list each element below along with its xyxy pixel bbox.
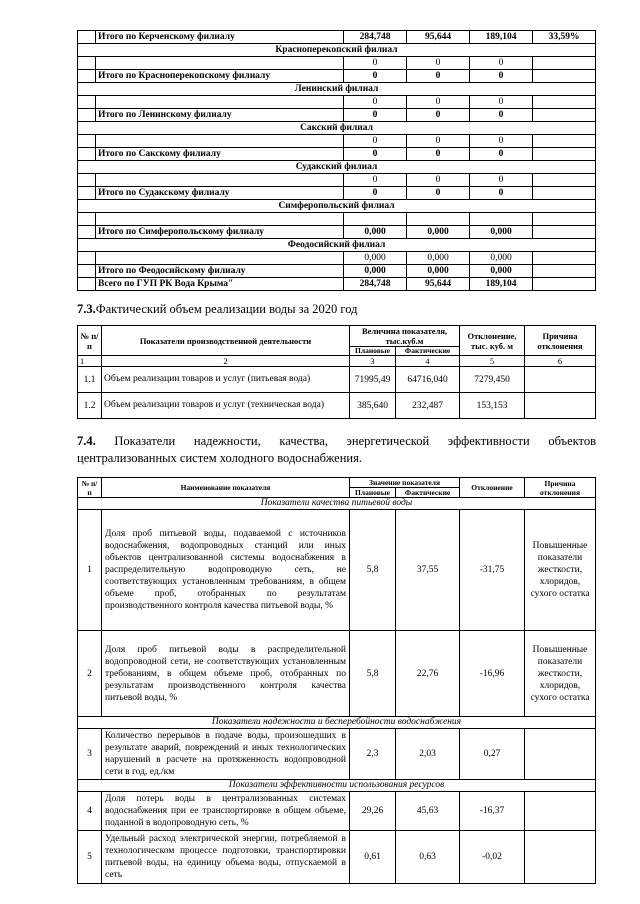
row-value-4 <box>533 252 596 265</box>
heading-word: качества, <box>279 434 328 448</box>
col-actual-header: Фактические <box>396 347 460 356</box>
row-value-4 <box>533 109 596 122</box>
branch-total-row <box>78 109 596 122</box>
row-reason <box>525 393 596 419</box>
row-value-3: 0 <box>470 187 533 200</box>
branch-section-row <box>78 161 596 174</box>
row-value-3: 0 <box>470 148 533 161</box>
row-value-3: 0 <box>470 174 533 187</box>
index-cell: 1 <box>78 356 102 367</box>
row-value-2: 0 <box>407 57 470 70</box>
water-sales-table <box>77 325 596 419</box>
row-value-2: 0,000 <box>407 265 470 278</box>
row-spacer <box>78 31 96 44</box>
section-number: 7.4. <box>77 434 96 448</box>
indicators-table <box>77 477 596 884</box>
row-spacer <box>78 96 96 109</box>
row-label: Всего по ГУП РК Вода Крыма" <box>96 278 344 291</box>
branch-section-row <box>78 122 596 135</box>
section-title: Фактический объем реализации воды за 2020 год <box>95 302 358 316</box>
branch-section-row <box>78 239 596 252</box>
row-label <box>96 252 344 265</box>
row-value-3: 0,000 <box>470 252 533 265</box>
table-row <box>78 57 596 70</box>
indicator-group-title: Показатели эффективности использования ресурсов <box>78 780 596 792</box>
row-spacer <box>78 265 96 278</box>
row-planned: 2,3 <box>350 729 396 780</box>
row-label <box>96 174 344 187</box>
row-label: Итого по Красноперекопскому филиалу <box>96 70 344 83</box>
row-value-1: 0,000 <box>344 226 407 239</box>
table-row <box>78 252 596 265</box>
row-value-1: 0,000 <box>344 265 407 278</box>
row-value-1 <box>344 213 407 226</box>
index-row <box>78 356 596 367</box>
indicator-group-row <box>78 498 596 510</box>
indicator-group-title: Показатели качества питьевой воды <box>78 498 596 510</box>
table-row <box>78 367 596 393</box>
row-value-3: 189,104 <box>470 31 533 44</box>
row-value-2: 0,000 <box>407 252 470 265</box>
row-value-4 <box>533 96 596 109</box>
row-num: 4 <box>78 792 102 831</box>
branch-total-row <box>78 278 596 291</box>
branch-section-title: Ленинский филиал <box>78 83 596 96</box>
row-label: Итого по Симферопольскому филиалу <box>96 226 344 239</box>
heading-word: Показатели <box>114 434 176 448</box>
col-reason-header: Причина отклонения <box>525 478 596 498</box>
row-value-1: 284,748 <box>344 31 407 44</box>
table-row <box>78 792 596 831</box>
row-spacer <box>78 109 96 122</box>
row-value-3: 0,000 <box>470 226 533 239</box>
branch-total-row <box>78 187 596 200</box>
row-name: Доля потерь воды в централизованных системах водоснабжения при ее транспортировке в общем объеме, поданной в водопроводную сеть, % <box>102 792 350 831</box>
row-name: Доля проб питьевой воды, подаваемой с источников водоснабжения, водопроводных станций или иных объектов централизованной системы водоснабжения в распределительную водопроводную сеть, не соответствующих установленным требованиям, в общем объеме проб, отобранных по результатам производственного контроля качества питьевой воды, % <box>102 510 350 631</box>
row-label: Итого по Судакскому филиалу <box>96 187 344 200</box>
row-name: Доля проб питьевой воды в распределительной водопроводной сети, не соответствующих установленным требованиям, в общем объеме проб, отобранных по результатам производственного контроля качества питьевой воды, % <box>102 631 350 717</box>
row-deviation: 0,27 <box>460 729 525 780</box>
row-planned: 385,640 <box>350 393 396 419</box>
row-spacer <box>78 252 96 265</box>
indicator-group-row <box>78 780 596 792</box>
table-row <box>78 174 596 187</box>
col-name-header: Наименование показателя <box>102 478 350 498</box>
row-value-2: 0 <box>407 174 470 187</box>
row-actual: 45,63 <box>396 792 460 831</box>
row-label: Итого по Сакскому филиалу <box>96 148 344 161</box>
row-spacer <box>78 148 96 161</box>
row-num: 3 <box>78 729 102 780</box>
row-name: Объем реализации товаров и услуг (техническая вода) <box>102 393 350 419</box>
row-num: 2 <box>78 631 102 717</box>
branch-section-row <box>78 44 596 57</box>
indicator-group-row <box>78 717 596 729</box>
row-actual: 37,55 <box>396 510 460 631</box>
row-value-1: 0 <box>344 187 407 200</box>
row-reason: Повышенные показатели жесткости, хлоридов, сухого остатка <box>525 510 596 631</box>
branch-section-row <box>78 200 596 213</box>
index-cell: 6 <box>525 356 596 367</box>
col-planned-header: Плановые <box>350 488 396 498</box>
index-cell: 5 <box>460 356 525 367</box>
row-spacer <box>78 278 96 291</box>
row-spacer <box>78 187 96 200</box>
row-value-4 <box>533 187 596 200</box>
row-value-3: 0 <box>470 109 533 122</box>
branch-section-title: Красноперекопский филиал <box>78 44 596 57</box>
row-value-1: 0 <box>344 109 407 122</box>
col-deviation-header: Отклонение, тыс. куб. м <box>460 326 525 356</box>
row-value-3: 0,000 <box>470 265 533 278</box>
row-deviation: -16,96 <box>460 631 525 717</box>
row-spacer <box>78 226 96 239</box>
row-actual: 0,63 <box>396 831 460 884</box>
branch-total-row <box>78 31 596 44</box>
branch-total-row <box>78 70 596 83</box>
row-value-3 <box>470 213 533 226</box>
row-value-3: 0 <box>470 57 533 70</box>
row-value-4 <box>533 135 596 148</box>
row-value-2 <box>407 213 470 226</box>
row-label <box>96 213 344 226</box>
row-value-2: 95,644 <box>407 31 470 44</box>
row-name: Количество перерывов в подаче воды, произошедших в результате аварий, повреждений и иных технологических нарушений в расчете на протяженность водопроводной сети в год, ед./км <box>102 729 350 780</box>
row-value-4 <box>533 57 596 70</box>
row-value-4: 33,59% <box>533 31 596 44</box>
indicator-group-title: Показатели надежности и бесперебойности водоснабжения <box>78 717 596 729</box>
table-row <box>78 393 596 419</box>
index-cell: 2 <box>102 356 350 367</box>
table-row <box>78 631 596 717</box>
row-label <box>96 96 344 109</box>
row-value-2: 0 <box>407 109 470 122</box>
row-label: Итого по Феодосийскому филиалу <box>96 265 344 278</box>
row-deviation: -0,02 <box>460 831 525 884</box>
heading-word: эффективности <box>447 434 530 448</box>
row-actual: 64716,040 <box>396 367 460 393</box>
row-label <box>96 135 344 148</box>
row-value-1: 0 <box>344 148 407 161</box>
row-deviation: 153,153 <box>460 393 525 419</box>
row-value-1: 0 <box>344 174 407 187</box>
row-value-1: 284,748 <box>344 278 407 291</box>
row-label <box>96 57 344 70</box>
col-reason-header: Причина отклонения <box>525 326 596 356</box>
table-row <box>78 213 596 226</box>
row-value-3: 0 <box>470 70 533 83</box>
row-value-1: 0,000 <box>344 252 407 265</box>
col-indicator-header: Показатели производственной деятельности <box>102 326 350 356</box>
row-spacer <box>78 135 96 148</box>
row-value-4 <box>533 278 596 291</box>
row-reason <box>525 792 596 831</box>
section-7-4-heading <box>77 434 596 449</box>
table-row <box>78 510 596 631</box>
row-value-2: 0 <box>407 135 470 148</box>
branch-section-title: Сакский филиал <box>78 122 596 135</box>
row-value-4 <box>533 174 596 187</box>
section-number: 7.3. <box>77 302 96 316</box>
row-planned: 71995,49 <box>350 367 396 393</box>
row-planned: 5,8 <box>350 631 396 717</box>
col-planned-header: Плановые <box>350 347 396 356</box>
row-reason <box>525 831 596 884</box>
row-deviation: 7279,450 <box>460 367 525 393</box>
branch-section-title: Феодосийский филиал <box>78 239 596 252</box>
row-label: Итого по Керченскому филиалу <box>96 31 344 44</box>
row-value-2: 95,644 <box>407 278 470 291</box>
heading-word: энергетической <box>346 434 430 448</box>
row-actual: 2,03 <box>396 729 460 780</box>
row-spacer <box>78 57 96 70</box>
row-value-4 <box>533 70 596 83</box>
branch-section-title: Судакский филиал <box>78 161 596 174</box>
table-row <box>78 729 596 780</box>
row-value-1: 0 <box>344 57 407 70</box>
row-deviation: -31,75 <box>460 510 525 631</box>
row-num: 5 <box>78 831 102 884</box>
branch-section-title: Симферопольский филиал <box>78 200 596 213</box>
col-value-header: Значение показателя <box>350 478 460 488</box>
row-actual: 232,487 <box>396 393 460 419</box>
row-value-2: 0,000 <box>407 226 470 239</box>
row-value-1: 0 <box>344 135 407 148</box>
row-value-2: 0 <box>407 96 470 109</box>
heading-word: объектов <box>548 434 597 448</box>
row-planned: 29,26 <box>350 792 396 831</box>
row-value-1: 0 <box>344 70 407 83</box>
branch-section-row <box>78 83 596 96</box>
row-name: Удельный расход электрической энергии, потребляемой в технологическом процессе подготовки, транспортировки питьевой воды, на единицу объема воды, отпускаемой в сеть <box>102 831 350 884</box>
row-value-2: 0 <box>407 187 470 200</box>
row-spacer <box>78 70 96 83</box>
row-value-4 <box>533 265 596 278</box>
row-spacer <box>78 213 96 226</box>
row-deviation: -16,37 <box>460 792 525 831</box>
col-value-header: Величина показателя, тыс.куб.м <box>350 326 460 347</box>
col-num-header: № п/п <box>78 478 102 498</box>
row-value-3: 189,104 <box>470 278 533 291</box>
row-planned: 5,8 <box>350 510 396 631</box>
col-deviation-header: Отклонение <box>460 478 525 498</box>
index-cell: 3 <box>350 356 396 367</box>
row-value-3: 0 <box>470 96 533 109</box>
row-reason <box>525 367 596 393</box>
section-7-4-heading-line2: централизованных систем холодного водоснабжения. <box>77 451 362 465</box>
row-value-4 <box>533 226 596 239</box>
heading-word: надежности, <box>193 434 261 448</box>
table-row <box>78 831 596 884</box>
row-name: Объем реализации товаров и услуг (питьевая вода) <box>102 367 350 393</box>
row-num: 1.1 <box>78 367 102 393</box>
col-actual-header: Фактические <box>396 488 460 498</box>
col-num-header: № п/п <box>78 326 102 356</box>
row-value-4 <box>533 148 596 161</box>
row-value-2: 0 <box>407 148 470 161</box>
branch-total-row <box>78 265 596 278</box>
row-reason: Повышенные показатели жесткости, хлоридов, сухого остатка <box>525 631 596 717</box>
row-planned: 0,61 <box>350 831 396 884</box>
row-spacer <box>78 174 96 187</box>
branch-total-row <box>78 148 596 161</box>
row-reason <box>525 729 596 780</box>
table-row <box>78 135 596 148</box>
row-value-2: 0 <box>407 70 470 83</box>
section-7-3-heading <box>77 302 357 317</box>
row-num: 1 <box>78 510 102 631</box>
table-row <box>78 96 596 109</box>
row-value-4 <box>533 213 596 226</box>
row-num: 1.2 <box>78 393 102 419</box>
row-value-3: 0 <box>470 135 533 148</box>
row-actual: 22,76 <box>396 631 460 717</box>
row-label: Итого по Ленинскому филиалу <box>96 109 344 122</box>
branch-totals-table <box>77 30 596 291</box>
index-cell: 4 <box>396 356 460 367</box>
branch-total-row <box>78 226 596 239</box>
row-value-1: 0 <box>344 96 407 109</box>
